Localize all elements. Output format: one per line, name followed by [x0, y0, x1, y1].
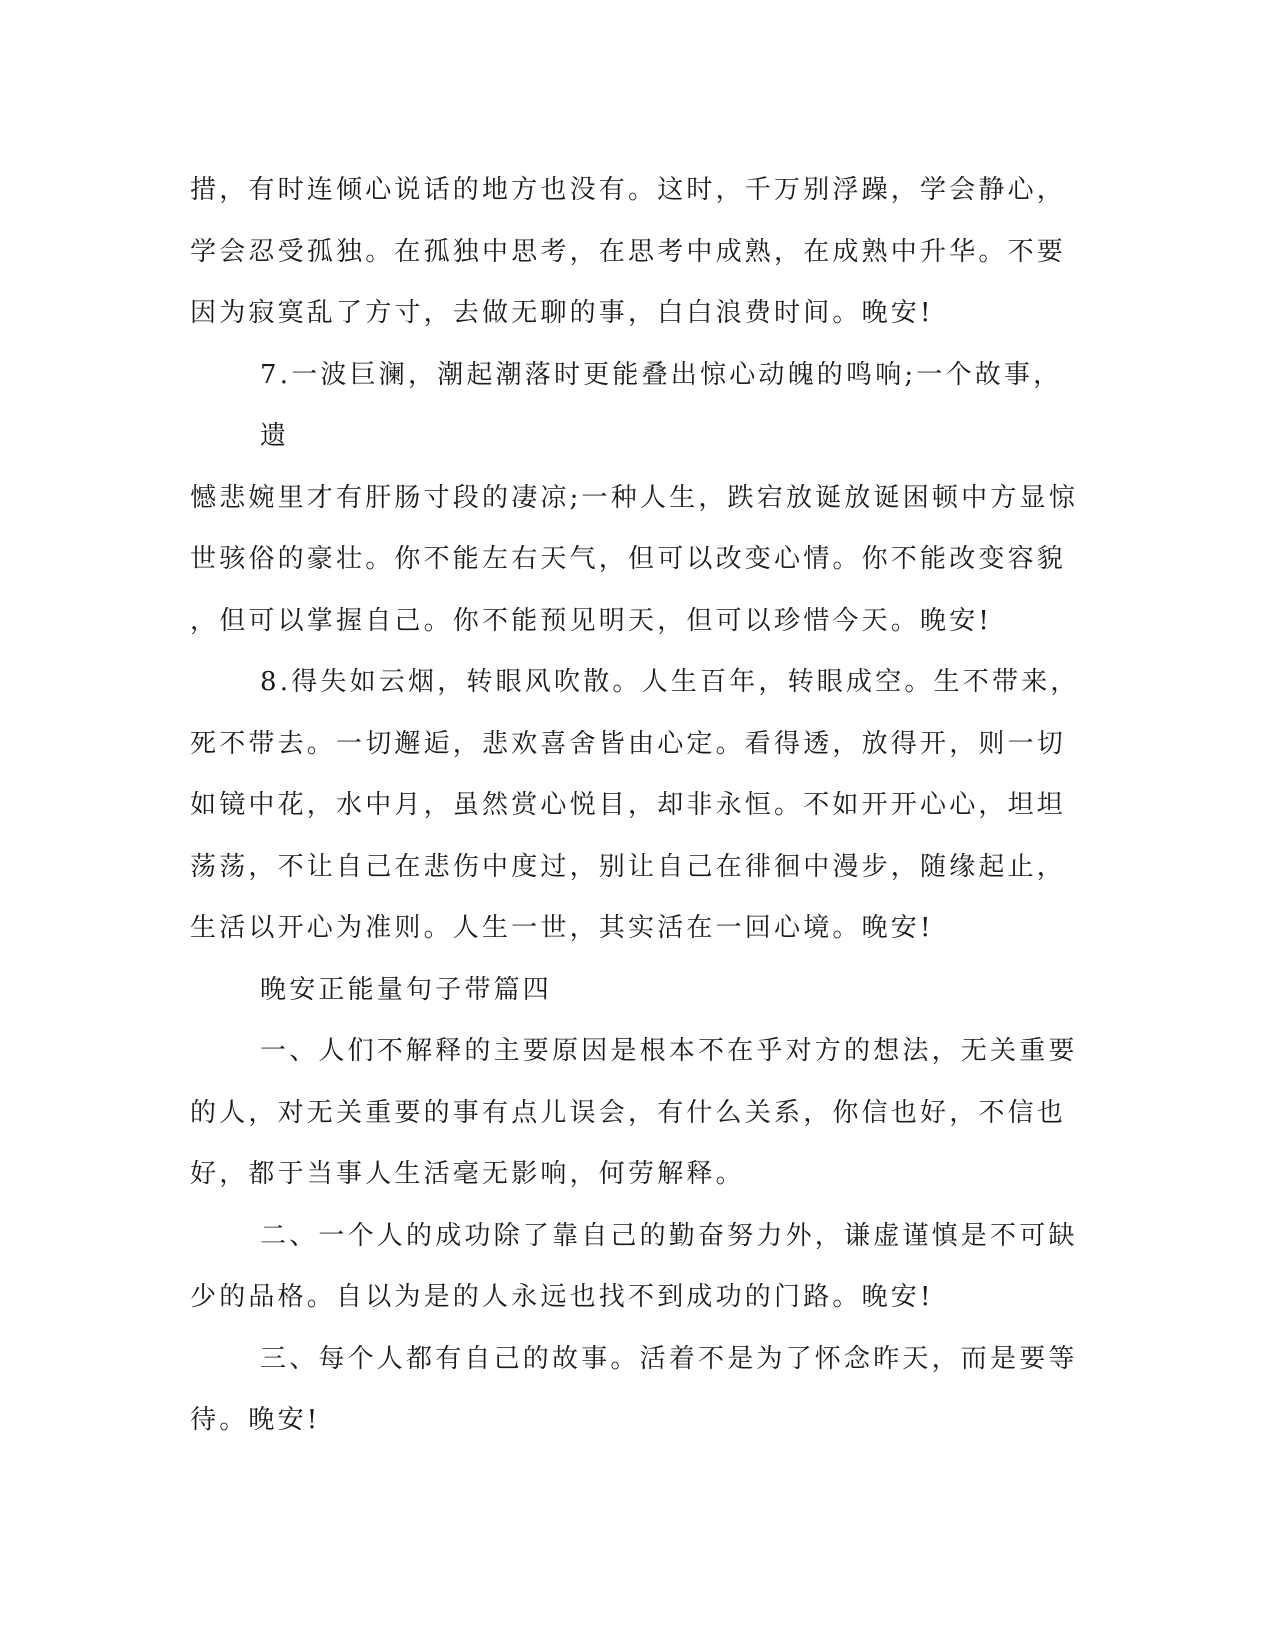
paragraph-three — [190, 1329, 1085, 1452]
paragraph-7 — [190, 345, 1085, 653]
text-line: 世骇俗的豪壮。你不能左右天气，但可以改变心情。你不能改变容貌 — [190, 544, 1067, 574]
text-line: 8.得失如云烟，转眼风吹散。人生百年，转眼成空。生不带来， — [260, 667, 1080, 697]
heading-text: 晚安正能量句子带篇四 — [260, 974, 553, 1005]
text-line: 一、人们不解释的主要原因是根本不在乎对方的想法，无关重要 — [260, 1036, 1078, 1066]
text-line: 少的品格。自以为是的人永远也找不到成功的门路。晚安! — [190, 1282, 934, 1312]
paragraph-two — [190, 1206, 1085, 1329]
text-line: 因为寂寞乱了方寸，去做无聊的事，白白浪费时间。晚安! — [190, 298, 934, 328]
text-line: 荡荡，不让自己在悲伤中度过，别让自己在徘徊中漫步，随缘起止， — [190, 851, 1067, 882]
document-body — [190, 160, 1085, 1452]
paragraph-one — [190, 1021, 1085, 1206]
text-line: 二、一个人的成功除了靠自己的勤奋努力外，谦虚谨慎是不可缺 — [260, 1220, 1078, 1251]
paragraph-8 — [190, 652, 1085, 960]
section-heading — [190, 960, 1085, 1022]
paragraph-continuation — [190, 160, 1085, 345]
text-line: 憾悲婉里才有肝肠寸段的凄凉;一种人生，跌宕放诞放诞困顿中方显惊 — [190, 482, 1078, 513]
text-line: ，但可以掌握自己。你不能预见明天，但可以珍惜今天。晚安! — [190, 605, 993, 636]
text-line: 的人，对无关重要的事有点儿误会，有什么关系，你信也好，不信也 — [190, 1097, 1067, 1128]
text-line: 如镜中花，水中月，虽然赏心悦目，却非永恒。不如开开心心，坦坦 — [190, 790, 1067, 820]
text-line: 好，都于当事人生活毫无影响，何劳解释。 — [190, 1159, 745, 1189]
text-line: 学会忍受孤独。在孤独中思考，在思考中成熟，在成熟中升华。不要 — [190, 236, 1067, 267]
text-line: 三、每个人都有自己的故事。活着不是为了怀念昨天，而是要等 — [260, 1343, 1078, 1374]
text-line: 措，有时连倾心说话的地方也没有。这时，千万别浮躁，学会静心， — [190, 175, 1067, 205]
text-line: 待。晚安! — [190, 1405, 321, 1435]
text-line: 7.一波巨澜，潮起潮落时更能叠出惊心动魄的鸣响;一个故事，遗 — [260, 359, 1063, 451]
text-line: 生活以开心为准则。人生一世，其实活在一回心境。晚安! — [190, 913, 934, 943]
text-line: 死不带去。一切邂逅，悲欢喜舍皆由心定。看得透，放得开，则一切 — [190, 728, 1067, 759]
